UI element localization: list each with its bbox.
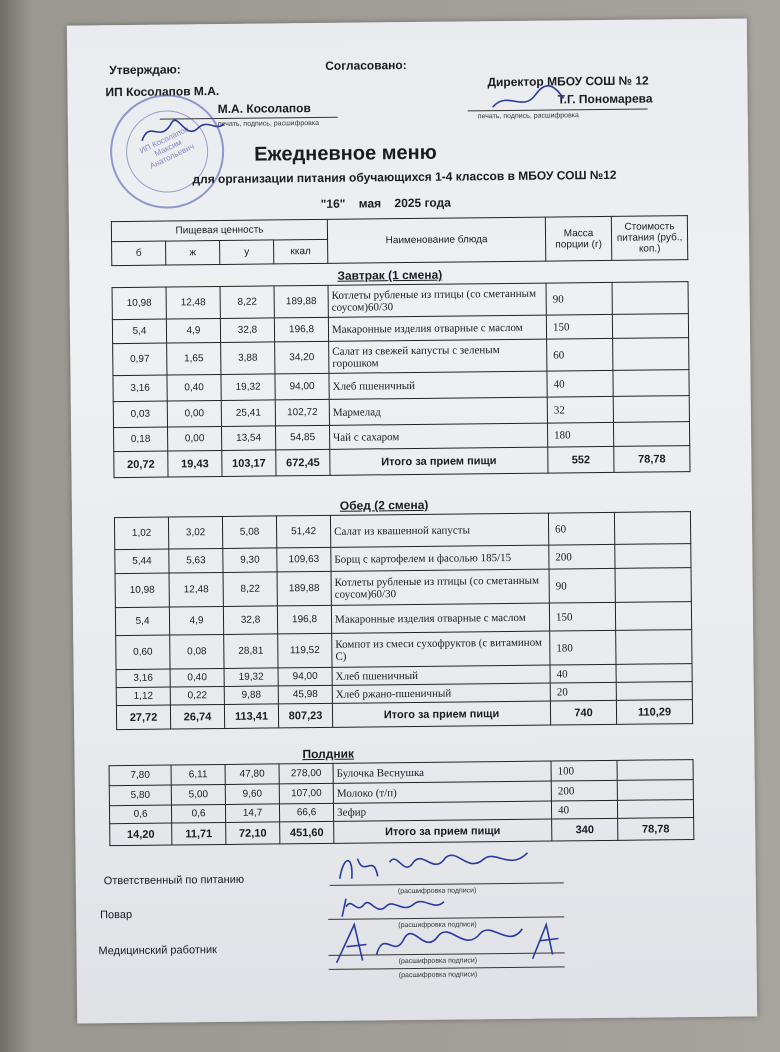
approver-sign-name: М.А. Косолапов [217,101,311,117]
fat-header: ж [166,240,220,265]
total-fat: 19,43 [168,450,222,477]
agreed-label: Согласовано: [325,58,407,73]
dish-name-cell: Чай с сахаром [329,423,547,449]
fat-cell: 5,63 [169,548,223,573]
total-carbs: 103,17 [222,450,276,477]
menu-document [67,18,757,1023]
fat-cell: 0,6 [171,804,225,823]
fat-cell: 12,48 [169,572,223,607]
medic-sign-line-2 [329,966,565,969]
kcal-cell: 34,20 [275,341,329,374]
kcal-cell: 66,6 [279,803,333,822]
breakfast-table [112,281,691,478]
carbs-cell: 3,88 [221,342,275,375]
total-protein: 20,72 [114,451,168,478]
mass-cell: 90 [546,282,612,315]
kcal-cell: 107,00 [279,783,333,804]
director-signature [487,84,567,115]
protein-cell: 0,97 [113,343,167,376]
total-fat: 11,71 [172,822,226,845]
cost-cell [615,568,691,603]
dish-name-header: Наименование блюда [327,217,545,263]
approver-org: ИП Косолапов М.А. [105,83,220,100]
kcal-cell: 189,88 [274,285,328,318]
cost-cell [613,422,689,447]
mass-cell: 20 [550,682,616,701]
responsible-label: Ответственный по питанию [103,873,245,888]
kcal-cell: 51,42 [276,515,330,548]
nutrition-header: Пищевая ценность [111,219,327,241]
carbs-cell: 28,81 [224,634,278,669]
carbs-cell: 9,60 [225,784,279,805]
mass-cell: 100 [551,760,617,781]
total-cost: 110,29 [616,700,692,725]
approve-label: Утверждаю: [109,62,181,78]
protein-cell: 5,44 [115,549,169,574]
director-title: Директор МБОУ СОШ № 12 [487,73,649,90]
dish-name-cell: Хлеб пшеничный [329,371,547,399]
carbs-cell: 14,7 [225,804,279,823]
kcal-cell: 109,63 [277,547,331,572]
protein-cell: 0,03 [113,401,167,428]
responsible-caption: (расшифровка подписи) [397,887,477,896]
mass-cell: 180 [547,422,613,447]
mass-header: Масса порции (г) [545,216,611,261]
cost-cell [613,396,689,423]
total-cost: 78,78 [614,446,690,473]
date-month: мая [358,196,382,211]
total-row [116,700,692,730]
total-mass: 340 [552,818,618,841]
fat-cell: 3,02 [168,516,222,549]
dish-name-cell: Салат из свежей капусты с зеленым горошком [329,339,547,373]
cost-cell [615,544,691,569]
carbs-cell: 8,22 [220,286,274,319]
carbs-cell: 13,54 [221,426,275,451]
approver-signature [138,110,228,151]
stamp-text: ИП Косолапов Максим Анатольевич [138,124,196,171]
mass-cell: 40 [547,370,613,397]
protein-cell: 0,6 [109,805,171,824]
mass-cell: 60 [547,338,613,371]
kcal-cell: 196,8 [277,605,331,634]
total-row [114,446,690,478]
responsible-signature [333,847,533,885]
protein-cell: 3,16 [116,669,170,688]
medic-caption-2: (расшифровка подписи) [398,971,478,980]
dish-name-cell: Борщ с картофелем и фасолью 185/15 [331,545,549,571]
protein-cell: 1,12 [116,687,170,706]
kcal-cell: 119,52 [278,633,332,668]
protein-cell: 10,98 [112,287,166,320]
carbs-cell: 9,88 [224,686,278,705]
carbs-cell: 19,32 [221,374,275,401]
fat-cell: 12,48 [166,286,220,319]
carbs-cell: 9,30 [223,548,277,573]
medic-signature [332,918,562,966]
snack-title: Полдник [302,746,355,762]
lunch-table [114,511,693,730]
mass-cell: 60 [548,512,614,545]
approver-sign-caption: печать, подпись, расшифровка [217,119,319,129]
total-carbs: 113,41 [224,704,278,729]
kcal-cell: 102,72 [275,399,329,426]
total-mass: 552 [548,446,614,473]
fat-cell: 6,11 [171,764,225,785]
mass-cell: 40 [551,800,617,819]
dish-name-cell: Котлеты рубленые из птицы (со сметанным соусом)60/30 [328,283,546,317]
kcal-cell: 189,88 [277,571,331,606]
menu-date [321,196,451,211]
dish-name-cell: Салат из квашенной капусты [330,513,548,547]
total-kcal: 807,23 [278,703,332,728]
cost-cell [616,682,692,701]
fat-cell: 0,00 [168,426,222,451]
total-label: Итого за прием пищи [330,447,548,475]
protein-cell: 0,60 [116,635,170,670]
cost-cell [614,512,690,545]
cost-cell [613,338,689,371]
lunch-title: Обед (2 смена) [339,497,429,513]
protein-cell: 1,02 [114,517,168,550]
cost-cell [616,630,692,665]
total-mass: 740 [550,700,616,725]
total-protein: 14,20 [110,823,172,846]
kcal-cell: 278,00 [279,763,333,784]
dish-name-cell: Макаронные изделия отварные с маслом [331,603,549,633]
page-subtitle: для организации питания обучающихся 1-4 классов в МБОУ СОШ №12 [192,167,617,187]
carbs-cell: 5,08 [222,516,276,549]
cost-cell [615,602,691,631]
kcal-cell: 45,98 [278,685,332,704]
carbs-header: у [220,240,274,265]
total-label: Итого за прием пищи [334,819,552,843]
date-year: 2025 года [394,195,451,211]
total-kcal: 451,60 [280,821,334,844]
protein-cell: 10,98 [115,573,169,608]
kcal-cell: 196,8 [274,317,328,342]
mass-cell: 40 [550,664,616,683]
dish-name-cell: Компот из смеси сухофруктов (с витамином С) [332,631,550,667]
cook-label: Повар [100,908,133,922]
kcal-cell: 54,85 [275,425,329,450]
date-day: "16" [320,196,346,211]
director-name: Т.Г. Пономарева [557,91,653,107]
dish-name-cell: Молоко (т/п) [333,781,551,803]
carbs-cell: 19,32 [224,668,278,687]
mass-cell: 150 [549,602,615,631]
cost-cell [613,370,689,397]
protein-cell: 3,16 [113,375,167,402]
fat-cell: 0,00 [167,400,221,427]
protein-cell: 5,80 [109,785,171,806]
kcal-header: ккал [274,239,328,264]
carbs-cell: 25,41 [221,400,275,427]
dish-name-cell: Хлеб ржано-пшеничный [332,683,550,703]
cost-cell [617,780,693,801]
page-title: Ежедневное меню [254,141,437,166]
medic-caption: (расшифровка подписи) [398,957,478,966]
dish-name-cell: Котлеты рубленые из птицы (со сметанным соусом)60/30 [331,569,549,605]
cost-cell [616,664,692,683]
total-protein: 27,72 [116,705,170,730]
protein-cell: 5,4 [115,607,169,636]
dish-name-cell: Булочка Веснушка [333,761,551,783]
snack-table [109,759,695,846]
carbs-cell: 32,8 [220,318,274,343]
mass-cell: 32 [547,396,613,423]
mass-cell: 200 [549,544,615,569]
cost-cell [617,800,693,819]
fat-cell: 4,9 [166,318,220,343]
fat-cell: 1,65 [167,342,221,375]
cook-caption: (расшифровка подписи) [398,921,477,930]
fat-cell: 0,22 [170,686,224,705]
mass-cell: 180 [550,630,616,665]
mass-cell: 150 [546,314,612,339]
cost-cell [612,314,688,339]
total-row [110,818,694,846]
total-label: Итого за прием пищи [332,701,550,727]
carbs-cell: 8,22 [223,572,277,607]
dish-name-cell: Макаронные изделия отварные с маслом [328,315,546,341]
medic-label: Медицинский работник [98,944,217,958]
director-caption: печать, подпись, расшифровка [477,112,579,121]
cook-signature [338,892,448,921]
dish-name-cell: Хлеб пшеничный [332,665,550,685]
carbs-cell: 32,8 [223,606,277,635]
fat-cell: 5,00 [171,784,225,805]
mass-cell: 200 [551,780,617,801]
protein-cell: 7,80 [109,765,171,786]
total-fat: 26,74 [170,704,224,729]
total-carbs: 72,10 [226,822,280,845]
protein-cell: 5,4 [112,319,166,344]
breakfast-title: Завтрак (1 смена) [337,267,443,283]
total-cost: 78,78 [618,818,694,841]
cost-header: Стоимость питания (руб., коп.) [611,216,687,261]
fat-cell: 0,08 [170,634,224,669]
protein-cell: 0,18 [114,427,168,452]
cost-cell [612,282,688,315]
carbs-cell: 47,80 [225,764,279,785]
kcal-cell: 94,00 [275,373,329,400]
mass-cell: 90 [549,568,615,603]
menu-header-table [111,215,688,266]
fat-cell: 0,40 [170,668,224,687]
fat-cell: 0,40 [167,374,221,401]
cost-cell [617,760,693,781]
protein-header: б [112,241,166,266]
kcal-cell: 94,00 [278,667,332,686]
dish-name-cell: Мармелад [329,397,547,425]
dish-name-cell: Зефир [333,801,551,821]
total-kcal: 672,45 [276,449,330,476]
fat-cell: 4,9 [169,606,223,635]
